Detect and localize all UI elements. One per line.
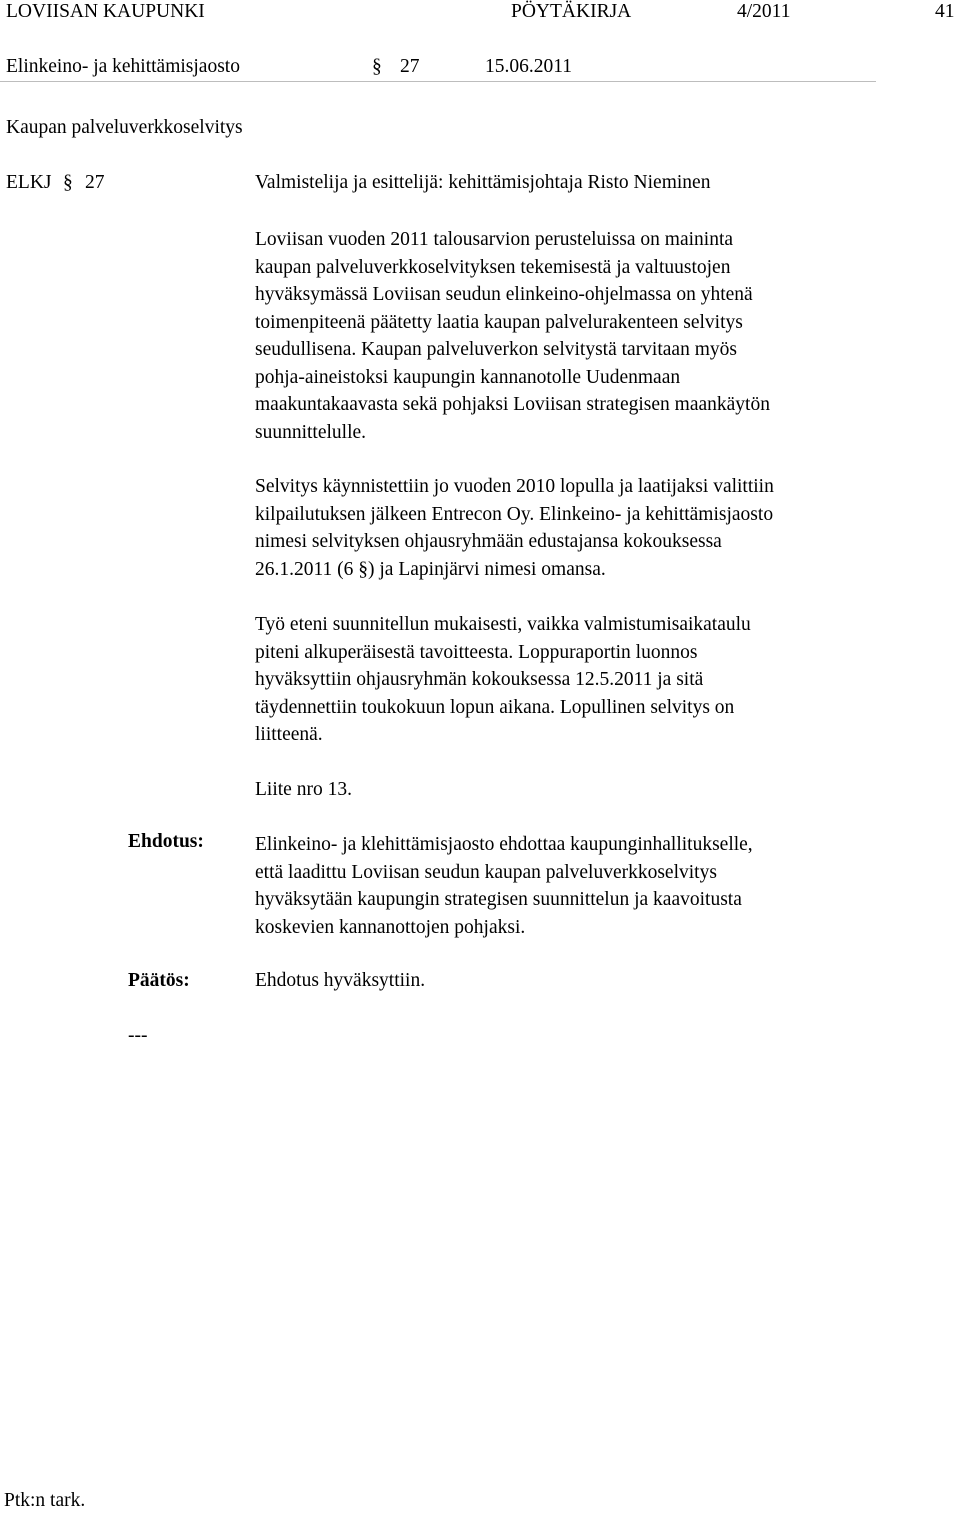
- paragraph-line: Selvitys käynnistettiin jo vuoden 2010 lopulla ja laatijaksi valittiin: [255, 476, 774, 497]
- header-section-symbol: §: [372, 56, 382, 77]
- proposal-text: [255, 831, 895, 941]
- paragraph-line: 26.1.2011 (6 §) ja Lapinjärvi nimesi omansa.: [255, 558, 606, 580]
- proposal-label: Ehdotus:: [128, 831, 204, 852]
- paragraph-line: kaupan palveluverkkoselvityksen tekemisestä ja valtuustojen: [255, 256, 731, 278]
- paragraph-line: hyväksymässä Loviisan seudun elinkeino-ohjelmassa on yhtenä: [255, 284, 753, 305]
- page-number: 41: [935, 1, 955, 22]
- proposal-line: koskevien kannanottojen pohjaksi.: [255, 916, 526, 938]
- attachment-note: [255, 776, 895, 804]
- proposal-line: Elinkeino- ja klehittämisjaosto ehdottaa kaupunginhallitukselle,: [255, 834, 753, 855]
- header-section-number: 27: [400, 56, 420, 77]
- separator-mark: ---: [128, 1025, 148, 1046]
- paragraph-line: Liite nro 13.: [255, 779, 352, 800]
- proposal-line: että laadittu Loviisan seudun kaupan palveluverkkoselvitys: [255, 861, 717, 883]
- meeting-date: 15.06.2011: [485, 56, 573, 77]
- document-type: PÖYTÄKIRJA: [511, 1, 632, 22]
- paragraph-line: Loviisan vuoden 2011 talousarvion perusteluissa on maininta: [255, 229, 734, 250]
- paragraph-line: toimenpiteenä päätetty laatia kaupan palvelurakenteen selvitys: [255, 311, 743, 333]
- decision-text: Ehdotus hyväksyttiin.: [255, 970, 426, 991]
- paragraph-line: nimesi selvityksen ohjausryhmään edustajansa kokouksessa: [255, 531, 722, 552]
- paragraph-line: maakuntakaavasta sekä pohjaksi Loviisan strategisen maankäytön: [255, 394, 770, 415]
- item-number: 27: [85, 172, 105, 193]
- footer-note: Ptk:n tark.: [4, 1490, 86, 1511]
- paragraph-line: suunnittelulle.: [255, 421, 367, 443]
- paragraph-line: hyväksyttiin ohjausryhmän kokouksessa 12.5.2011 ja sitä: [255, 669, 704, 690]
- paragraph-background: [255, 226, 895, 446]
- item-section-symbol: §: [63, 172, 73, 193]
- paragraph-progress: [255, 611, 895, 749]
- document-number: 4/2011: [737, 1, 791, 22]
- proposal-line: hyväksytään kaupungin strategisen suunnittelun ja kaavoitusta: [255, 889, 742, 910]
- page-title: Kaupan palveluverkkoselvitys: [6, 117, 243, 138]
- paragraph-line: seudullisena. Kaupan palveluverkon selvitystä tarvitaan myös: [255, 339, 737, 360]
- decision-label: Päätös:: [128, 970, 190, 991]
- paragraph-line: pohja-aineistoksi kaupungin kannanotolle Uudenmaan: [255, 366, 681, 388]
- paragraph-line: Työ eteni suunnitellun mukaisesti, vaikka valmistumisaikataulu: [255, 614, 751, 635]
- body-name: Elinkeino- ja kehittämisjaosto: [6, 56, 240, 77]
- org-name: LOVIISAN KAUPUNKI: [6, 1, 205, 22]
- paragraph-line: kilpailutuksen jälkeen Entrecon Oy. Elinkeino- ja kehittämisjaosto: [255, 503, 774, 525]
- paragraph-line: täydennettiin toukokuun lopun aikana. Lopullinen selvitys on: [255, 696, 735, 718]
- item-code: ELKJ: [6, 172, 52, 193]
- preparer-line: Valmistelija ja esittelijä: kehittämisjohtaja Risto Nieminen: [255, 172, 711, 193]
- paragraph-line: liitteenä.: [255, 724, 323, 745]
- paragraph-process: [255, 473, 895, 583]
- paragraph-line: piteni alkuperäisestä tavoitteesta. Loppuraportin luonnos: [255, 641, 698, 663]
- header-divider: [0, 81, 876, 82]
